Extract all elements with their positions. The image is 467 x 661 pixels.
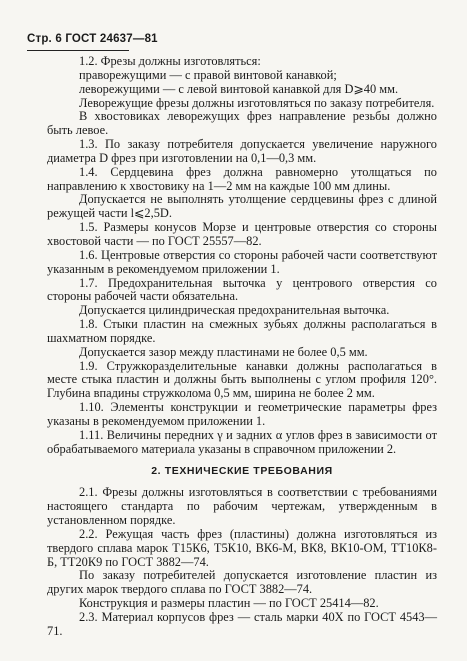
page-header [27,33,158,45]
paragraph: 1.11. Величины передних γ и задних α углов фрез в зависимости от обрабатываемого материала указаны в справочном приложении 2. [47,427,437,456]
paragraph: 1.7. Предохранительная выточка у центрового отверстия со стороны рабочей части обязательна. [47,275,437,304]
paragraph: 1.4. Сердцевина фрез должна равномерно утолщаться по направлению к хвостовику на 1—2 мм на каждые 100 мм длины. [47,164,437,193]
paragraph: 1.9. Стружкоразделительные канавки должны располагаться в месте стыка пластин и должны быть выполнены с углом профиля 120°. Глубина впадины стружколома 0,5 мм, ширина не более 2 мм. [47,358,437,401]
paragraph: Конструкция и размеры пластин — по ГОСТ 25414—82. [79,596,379,611]
document-body [47,55,437,639]
paragraph: 2.2. Режущая часть фрез (пластины) должна изготовляться из твердого сплава марок Т15К6, Т5К10, ВК6-М, ВК8, ВК10-ОМ, ТТ10К8-Б, ТТ20К9 по ГОСТ 3882—74. [47,526,437,569]
paragraph: В хвостовиках леворежущих фрез направление резьбы должно быть левое. [47,109,437,138]
paragraph: Допускается цилиндрическая предохранительная выточка. [79,303,390,318]
paragraph: По заказу потребителей допускается изготовление пластин из других марок твердого сплава по ГОСТ 3882—74. [47,568,437,597]
section-1-clauses [47,55,437,456]
paragraph: Допускается зазор между пластинами не более 0,5 мм. [79,344,368,359]
section-title: 2. ТЕХНИЧЕСКИЕ ТРЕБОВАНИЯ [151,465,333,478]
page-label: Стр. 6 ГОСТ 24637—81 [27,33,158,45]
paragraph: 1.2. Фрезы должны изготовляться: [79,54,261,68]
paragraph: 2.1. Фрезы должны изготовляться в соответствии с требованиями настоящего стандарта по рабочим чертежам, утвержденным в установленном порядке. [47,485,437,527]
paragraph: леворежущими — с левой винтовой канавкой для D⩾40 мм. [79,81,399,96]
section-2-clauses [47,486,437,638]
paragraph: Допускается не выполнять утолщение сердцевины фрез с длиной режущей части l⩽2,5D. [47,192,437,221]
paragraph: 1.6. Центровые отверстия со стороны рабочей части соответствуют указанным в рекомендуемом приложении 1. [47,247,437,276]
paragraph: праворежущими — с правой винтовой канавкой; [79,67,337,82]
paragraph: 1.5. Размеры конусов Морзе и центровые отверстия со стороны хвостовой части — по ГОСТ 25557—82. [47,220,437,248]
paragraph: 1.3. По заказу потребителя допускается увеличение наружного диаметра D фрез при изготовлении на 0,1—0,3 мм. [47,137,437,165]
paragraph: Леворежущие фрезы должны изготовляться по заказу потребителя. [79,95,435,110]
paragraph: 1.10. Элементы конструкции и геометрические параметры фрез указаны в рекомендуемом приложении 1. [47,400,437,428]
paragraph: 1.8. Стыки пластин на смежных зубьях должны располагаться в шахматном порядке. [47,317,437,345]
paragraph: 2.3. Материал корпусов фрез — сталь марки 40Х по ГОСТ 4543—71. [47,609,437,638]
header-rule [27,50,129,51]
